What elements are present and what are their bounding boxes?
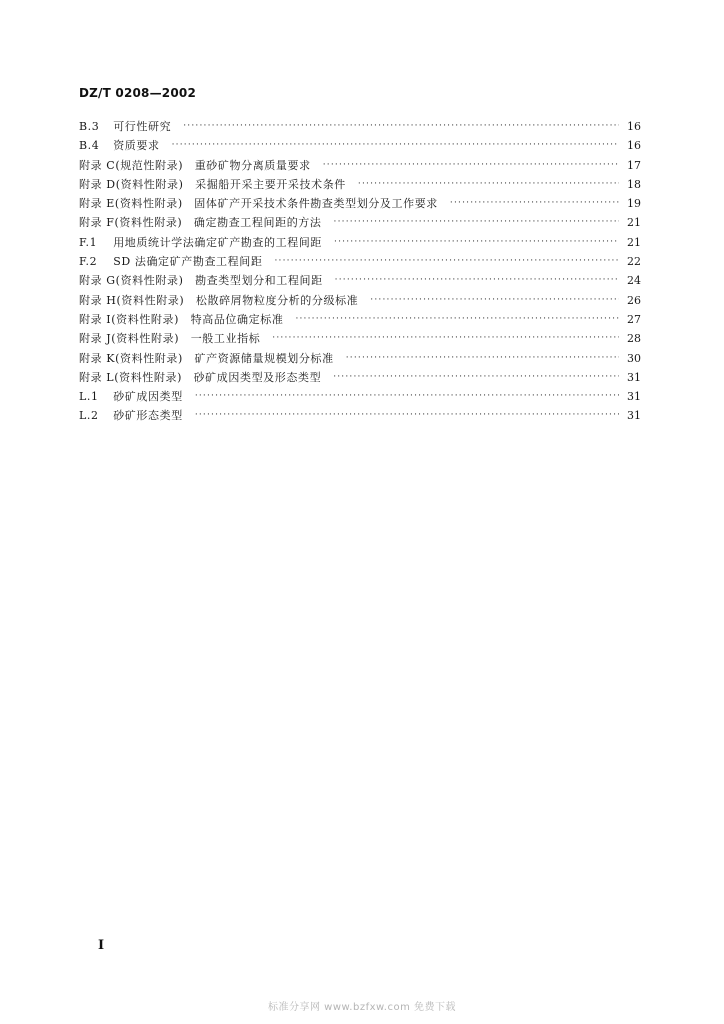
table-of-contents bbox=[79, 117, 641, 426]
toc-dot-leader bbox=[274, 252, 619, 271]
toc-entry-title: SD 法确定矿产勘查工程间距 bbox=[113, 255, 263, 269]
toc-dot-leader bbox=[370, 291, 619, 310]
toc-entry-label bbox=[79, 136, 160, 155]
toc-entry[interactable] bbox=[79, 156, 641, 175]
toc-entry-title: 附录 I(资料性附录) 特高品位确定标准 bbox=[79, 312, 284, 326]
toc-entry-page: 16 bbox=[627, 120, 641, 133]
toc-entry[interactable] bbox=[79, 175, 641, 194]
toc-entry-page: 21 bbox=[627, 235, 641, 249]
toc-entry-label bbox=[79, 117, 171, 136]
standard-code-header: DZ/T 0208—2002 bbox=[79, 86, 197, 100]
toc-dot-leader bbox=[334, 213, 619, 232]
toc-dot-leader bbox=[183, 117, 619, 136]
toc-entry-number: F.1 bbox=[79, 235, 98, 249]
toc-entry-label bbox=[79, 291, 358, 310]
toc-entry[interactable] bbox=[79, 117, 641, 136]
toc-entry-title: 用地质统计学法确定矿产勘查的工程间距 bbox=[113, 235, 323, 249]
toc-entry-title: 附录 H(资料性附录) 松散碎屑物粒度分析的分级标准 bbox=[79, 293, 359, 307]
toc-entry-label bbox=[79, 271, 323, 290]
toc-entry[interactable] bbox=[79, 271, 641, 290]
toc-entry-number: B.4 bbox=[79, 139, 100, 153]
toc-entry-title: 附录 K(资料性附录) 矿产资源储量规模划分标准 bbox=[79, 351, 334, 365]
toc-entry-page: 21 bbox=[627, 216, 641, 230]
toc-entry-label bbox=[79, 175, 346, 194]
toc-entry-page: 28 bbox=[627, 332, 641, 346]
toc-entry-label bbox=[79, 310, 283, 329]
toc-entry-page: 18 bbox=[627, 177, 641, 191]
toc-entry-number: L.2 bbox=[79, 409, 99, 423]
toc-dot-leader bbox=[450, 194, 619, 213]
toc-entry-label bbox=[79, 406, 183, 425]
toc-entry[interactable] bbox=[79, 368, 641, 387]
toc-entry-page: 27 bbox=[627, 312, 641, 326]
toc-dot-leader bbox=[334, 233, 619, 252]
toc-entry-title: 砂矿成因类型 bbox=[113, 390, 183, 404]
toc-entry-page: 16 bbox=[627, 139, 641, 153]
toc-entry-number: L.1 bbox=[79, 390, 99, 404]
toc-entry[interactable] bbox=[79, 233, 641, 252]
toc-entry-title: 砂矿形态类型 bbox=[113, 409, 183, 423]
toc-entry[interactable] bbox=[79, 213, 641, 232]
toc-entry[interactable] bbox=[79, 310, 641, 329]
toc-entry[interactable] bbox=[79, 252, 641, 271]
toc-entry[interactable] bbox=[79, 387, 641, 406]
toc-entry-page: 31 bbox=[627, 390, 641, 404]
toc-dot-leader bbox=[295, 310, 619, 329]
toc-entry-label bbox=[79, 156, 311, 175]
toc-entry-title: 附录 F(资料性附录) 确定勘查工程间距的方法 bbox=[79, 216, 322, 230]
toc-entry-label bbox=[79, 349, 334, 368]
toc-entry-page: 31 bbox=[627, 409, 641, 423]
toc-entry[interactable] bbox=[79, 136, 641, 155]
toc-entry-page: 31 bbox=[627, 370, 641, 384]
toc-entry[interactable] bbox=[79, 329, 641, 348]
toc-entry-title: 资质要求 bbox=[113, 139, 160, 153]
toc-entry-label bbox=[79, 329, 260, 348]
toc-dot-leader bbox=[323, 156, 619, 175]
toc-entry[interactable] bbox=[79, 406, 641, 425]
toc-entry-label bbox=[79, 387, 183, 406]
toc-entry[interactable] bbox=[79, 349, 641, 368]
toc-dot-leader bbox=[272, 329, 619, 348]
toc-entry-page: 24 bbox=[627, 274, 641, 288]
toc-entry-number: B.3 bbox=[79, 120, 100, 133]
toc-entry-label bbox=[79, 368, 321, 387]
toc-entry-label bbox=[79, 213, 322, 232]
toc-entry-number: F.2 bbox=[79, 255, 98, 269]
toc-entry-title: 附录 L(资料性附录) 砂矿成因类型及形态类型 bbox=[79, 370, 322, 384]
toc-entry-label bbox=[79, 252, 262, 271]
toc-entry[interactable] bbox=[79, 291, 641, 310]
toc-entry-page: 19 bbox=[627, 197, 641, 211]
watermark-text: 标准分享网 www.bzfxw.com 免费下载 bbox=[268, 1002, 456, 1013]
toc-dot-leader bbox=[358, 175, 619, 194]
toc-dot-leader bbox=[346, 349, 619, 368]
toc-entry-page: 22 bbox=[627, 255, 641, 269]
toc-entry-label bbox=[79, 194, 438, 213]
toc-dot-leader bbox=[195, 387, 619, 406]
toc-dot-leader bbox=[335, 271, 619, 290]
toc-entry-label bbox=[79, 233, 322, 252]
toc-entry-title: 附录 C(规范性附录) 重砂矿物分离质量要求 bbox=[79, 158, 311, 172]
toc-dot-leader bbox=[172, 136, 619, 155]
page-number: I bbox=[98, 938, 105, 953]
toc-entry-page: 17 bbox=[627, 158, 641, 172]
toc-entry-page: 26 bbox=[627, 293, 641, 307]
toc-entry-title: 附录 D(资料性附录) 采掘船开采主要开采技术条件 bbox=[79, 177, 346, 191]
toc-dot-leader bbox=[333, 368, 619, 387]
toc-entry-title: 附录 J(资料性附录) 一般工业指标 bbox=[79, 332, 261, 346]
toc-entry[interactable] bbox=[79, 194, 641, 213]
toc-entry-title: 附录 E(资料性附录) 固体矿产开采技术条件勘查类型划分及工作要求 bbox=[79, 197, 438, 211]
toc-entry-title: 可行性研究 bbox=[113, 120, 172, 133]
toc-dot-leader bbox=[195, 406, 619, 425]
toc-entry-title: 附录 G(资料性附录) 勘查类型划分和工程间距 bbox=[79, 274, 323, 288]
toc-entry-page: 30 bbox=[627, 351, 641, 365]
